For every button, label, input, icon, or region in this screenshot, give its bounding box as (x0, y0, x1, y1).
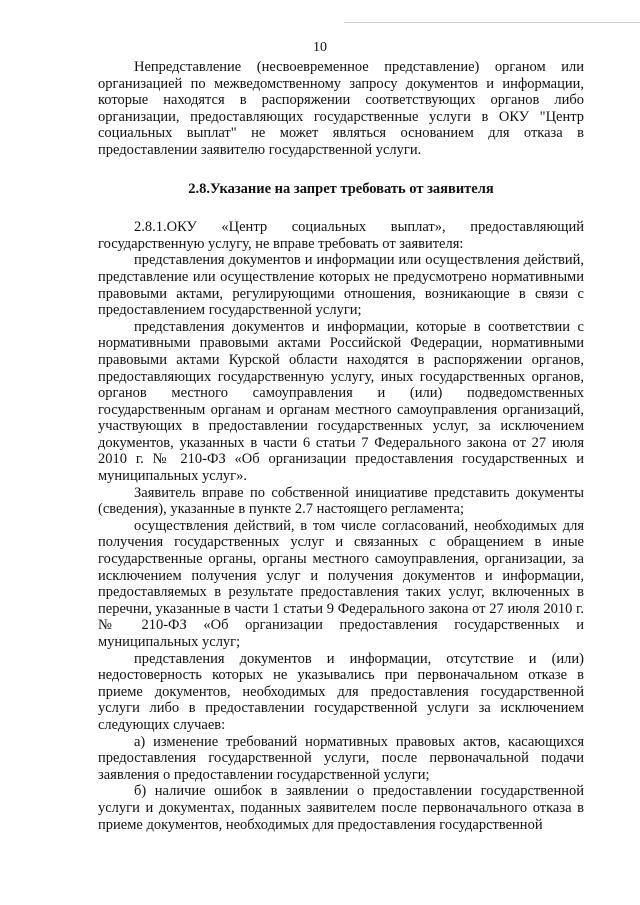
scan-edge-line (344, 0, 640, 23)
paragraph-item: представления документов и информации, которые в соответствии с нормативными правовыми актами Российской Федерации, нормативными правовыми актами Курской области находятся в распоряжении органов, предоставляющих государственную услугу, иных государственных органов, органов местного самоуправления и (или) подведомственных государственным органам и органам местного самоуправления организаций, участвующих в предоставлении государственных услуг, за исключением документов, указанных в части 6 статьи 7 Федерального закона от 27 июля 2010 г. № 210-ФЗ «Об организации предоставления государственных и муниципальных услуг». (98, 318, 584, 485)
paragraph-item: а) изменение требований нормативных правовых актов, касающихся предоставления государственной услуги, после первоначальной подачи заявления о предоставлении государственной услуги; (98, 733, 584, 783)
paragraph-2-8-1: 2.8.1.ОКУ «Центр социальных выплат», предоставляющий государственную услугу, не вправе требовать от заявителя: (98, 219, 584, 252)
paragraph-item: осуществления действий, в том числе согласований, необходимых для получения государственных услуг и связанных с обращением в иные государственные органы, органы местного самоуправления, организации, за исключением получения услуг и получения документов и информации, предоставляемых в результате предоставления таких услуг, включенных в перечни, указанные в части 1 статьи 9 Федерального закона от 27 июля 2010 г. № 210-ФЗ «Об организации предоставления государственных и муниципальных услуг; (98, 517, 584, 650)
paragraph-item: б) наличие ошибок в заявлении о предоставлении государственной услуги и документах, поданных заявителем после первоначального отказа в приеме документов, необходимых для предоставления государственной (98, 783, 584, 833)
page-number: 10 (313, 40, 327, 55)
document-body (98, 59, 584, 833)
paragraph-item: представления документов и информации, отсутствие и (или) недостоверность которых не указывались при первоначальном отказе в приеме документов, необходимых для предоставления государственной услуги либо в предоставлении государственной услуги за исключением следующих случаев: (98, 650, 584, 733)
paragraph-item: представления документов и информации или осуществления действий, представление или осуществление которых не предусмотрено нормативными правовыми актами, регулирующими отношения, возникающие в связи с предоставлением государственной услуги; (98, 252, 584, 319)
paragraph-item: Заявитель вправе по собственной инициативе представить документы (сведения), указанные в пункте 2.7 настоящего регламента; (98, 484, 584, 518)
section-heading: 2.8.Указание на запрет требовать от заявителя (188, 180, 494, 197)
paragraph-intro: Непредставление (несвоевременное представление) органом или организацией по межведомственному запросу документов и информации, которые находятся в распоряжении соответствующих органов либо организации, предоставляющих государственные услуги в ОКУ "Центр социальных выплат" не может являться основанием для отказа в предоставлении заявителю государственной услуги. (98, 59, 584, 158)
